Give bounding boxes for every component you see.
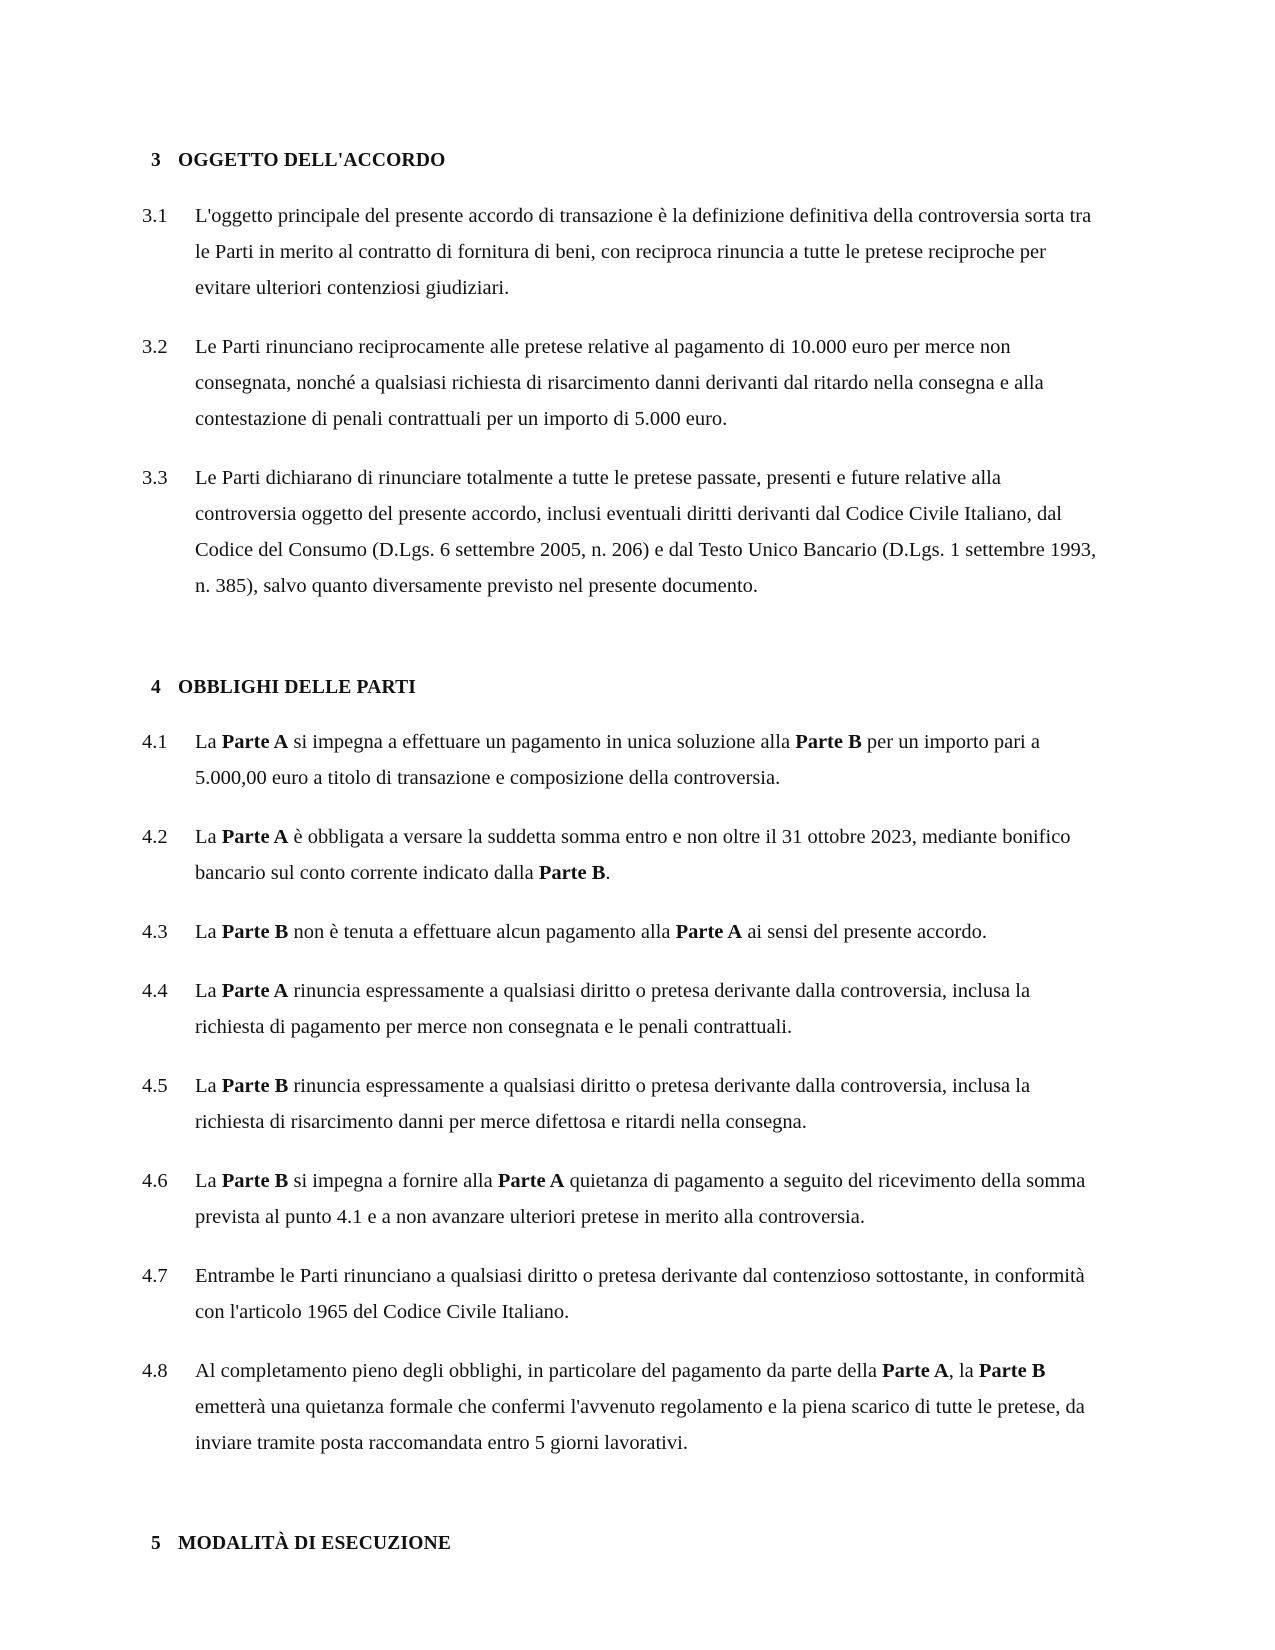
clause-text: La Parte A è obbligata a versare la suddetta somma entro e non oltre il 31 ottobre 2023, mediante bonifico bancario sul conto corrente indicato dalla Parte B. [195, 826, 1071, 884]
clause-number: 4.1 [142, 731, 168, 753]
clause-4-7 [140, 1258, 1100, 1330]
clause-4-5 [140, 1068, 1100, 1140]
document-body [140, 150, 1100, 1555]
section-title-3: OGGETTO DELL'ACCORDO [178, 150, 446, 171]
clause-4-6 [140, 1163, 1100, 1235]
clause-number: 3.1 [142, 205, 168, 227]
clause-number: 4.4 [142, 980, 168, 1002]
clause-text: L'oggetto principale del presente accordo di transazione è la definizione definitiva della controversia sorta tra le Parti in merito al contratto di fornitura di beni, con reciproca rinuncia a tutte le pretese reciproche per evitare ulteriori contenziosi giudiziari. [195, 205, 1092, 299]
clause-text: La Parte A rinuncia espressamente a qualsiasi diritto o pretesa derivante dalla controversia, inclusa la richiesta di pagamento per merce non consegnata e le penali contrattuali. [195, 980, 1031, 1038]
clause-text: La Parte A si impegna a effettuare un pagamento in unica soluzione alla Parte B per un importo pari a 5.000,00 euro a titolo di transazione e composizione della controversia. [195, 731, 1040, 789]
section-heading-5 [140, 1533, 1100, 1555]
clause-number: 4.5 [142, 1075, 168, 1097]
section-title-5: MODALITÀ DI ESECUZIONE [178, 1533, 452, 1554]
clause-4-3 [140, 914, 1100, 950]
clause-text: Le Parti dichiarano di rinunciare totalmente a tutte le pretese passate, presenti e future relative alla controversia oggetto del presente accordo, inclusi eventuali diritti derivanti dal Codice Civile Italiano, dal Codice del Consumo (D.Lgs. 6 settembre 2005, n. 206) e dal Testo Unico Bancario (D.Lgs. 1 settembre 1993, n. 385), salvo quanto diversamente previsto nel presente documento. [195, 467, 1097, 597]
clause-text: La Parte B rinuncia espressamente a qualsiasi diritto o pretesa derivante dalla controversia, inclusa la richiesta di risarcimento danni per merce difettosa e ritardi nella consegna. [195, 1075, 1031, 1133]
section-heading-4 [140, 677, 1100, 699]
clause-text: Le Parti rinunciano reciprocamente alle pretese relative al pagamento di 10.000 euro per merce non consegnata, nonché a qualsiasi richiesta di risarcimento danni derivanti dal ritardo nella consegna e alla contestazione di penali contrattuali per un importo di 5.000 euro. [195, 336, 1044, 430]
section-number-5: 5 [151, 1533, 161, 1554]
clause-4-1 [140, 724, 1100, 796]
section-heading-3 [140, 150, 1100, 172]
section-title-4: OBBLIGHI DELLE PARTI [178, 677, 417, 698]
clause-text: Al completamento pieno degli obblighi, in particolare del pagamento da parte della Parte A, la Parte B emetterà una quietanza formale che confermi l'avvenuto regolamento e la piena scarico di tutte le pretese, da inviare tramite posta raccomandata entro 5 giorni lavorativi. [195, 1360, 1085, 1454]
clause-text: Entrambe le Parti rinunciano a qualsiasi diritto o pretesa derivante dal contenzioso sottostante, in conformità con l'articolo 1965 del Codice Civile Italiano. [195, 1265, 1085, 1323]
clause-number: 4.6 [142, 1170, 168, 1192]
clause-4-4 [140, 973, 1100, 1045]
clause-number: 4.3 [142, 921, 168, 943]
clause-text: La Parte B si impegna a fornire alla Parte A quietanza di pagamento a seguito del ricevimento della somma prevista al punto 4.1 e a non avanzare ulteriori pretese in merito alla controversia. [195, 1170, 1086, 1228]
clause-3-2 [140, 329, 1100, 437]
clause-number: 4.7 [142, 1265, 168, 1287]
clause-4-2 [140, 819, 1100, 891]
section-number-4: 4 [151, 677, 161, 698]
section-number-3: 3 [151, 150, 161, 171]
clause-number: 3.3 [142, 467, 168, 489]
clause-number: 4.8 [142, 1360, 168, 1382]
clause-number: 3.2 [142, 336, 168, 358]
clause-3-3 [140, 460, 1100, 604]
clause-text: La Parte B non è tenuta a effettuare alcun pagamento alla Parte A ai sensi del presente accordo. [195, 921, 987, 943]
clause-3-1 [140, 198, 1100, 306]
clause-number: 4.2 [142, 826, 168, 848]
clause-4-8 [140, 1353, 1100, 1461]
